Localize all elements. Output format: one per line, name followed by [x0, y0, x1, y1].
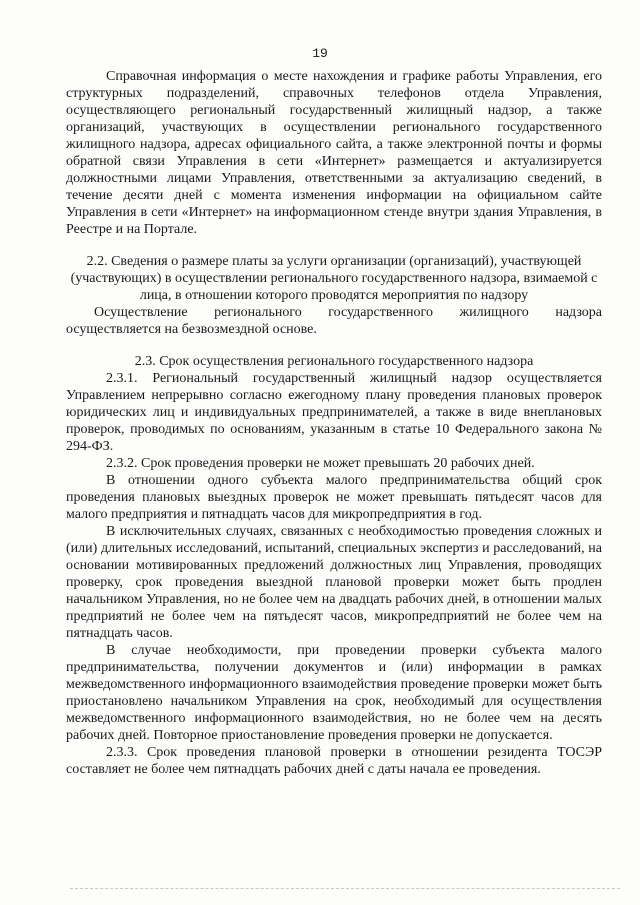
- paragraph-exceptional-cases: В исключительных случаях, связанных с необходимостью проведения сложных и (или) длительных исследований, испытаний, специальных экспертиз и расследований, на основании мотивированных предложений должностных лиц Управления, проводящих проверку, срок проведения выездной плановой проверки может быть продлен начальником Управления, но не более чем на двадцать рабочих дней, в отношении малых предприятий не более чем на пятьдесят часов, микропредприятий не более чем на пятнадцать часов.: [66, 524, 602, 641]
- section-heading-2-3: 2.3. Срок осуществления регионального государственного надзора: [134, 354, 534, 369]
- paragraph-reference-info: Справочная информация о месте нахождения и графике работы Управления, его структурных подразделений, справочных телефонов отдела Управления, осуществляющего региональный государственный жилищный надзор, а также организаций, участвующих в осуществлении регионального государственного жилищного надзора, адресах официального сайта, а также электронной почты и формы обратной связи Управления в сети «Интернет» размещается и актуализируется должностными лицами Управления, ответственными за актуализацию сведений, в течение десяти дней с момента изменения информации на официальном сайте Управления в сети «Интернет» на информационном стенде внутри здания Управления, в Реестре и на Портале.: [66, 69, 602, 237]
- paragraph-free-of-charge: Осуществление регионального государственного жилищного надзора осуществляется на безвозмездной основе.: [66, 305, 602, 337]
- section-heading-2-2: 2.2. Сведения о размере платы за услуги организации (организаций), участвующей (участвующих) в осуществлении регионального государственного надзора, взимаемой с лица, в отношении которого проводятся мероприятия по надзору: [70, 254, 598, 303]
- paragraph-2-3-2: 2.3.2. Срок проведения проверки не может превышать 20 рабочих дней.: [106, 456, 535, 471]
- paragraph-suspension: В случае необходимости, при проведении проверки субъекта малого предпринимательства, получении документов и (или) информации в рамках межведомственного информационного взаимодействия проведение проверки может быть приостановлено начальником Управления на срок, необходимый для осуществления межведомственного информационного взаимодействия, но не более чем на десять рабочих дней. Повторное приостановление проведения проверки не допускается.: [66, 643, 602, 743]
- paragraph-2-3-1: 2.3.1. Региональный государственный жилищный надзор осуществляется Управлением непрерывно согласно ежегодному плану проведения плановых проверок юридических лиц и индивидуальных предпринимателей, а также в виде внеплановых проверок, проводимых по основаниям, указанным в статье 10 Федерального закона № 294-ФЗ.: [66, 371, 602, 454]
- page-number: 19: [312, 46, 328, 61]
- document-body: [66, 68, 602, 778]
- paragraph-2-3-3: 2.3.3. Срок проведения плановой проверки в отношении резидента ТОСЭР составляет не более чем пятнадцать рабочих дней с даты начала ее проведения.: [66, 745, 602, 777]
- paragraph-small-business-limit: В отношении одного субъекта малого предпринимательства общий срок проведения плановых выездных проверок не может превышать пятьдесят часов для малого предприятия и пятнадцать часов для микропредприятия в год.: [66, 473, 602, 522]
- scan-edge-line: [70, 888, 620, 891]
